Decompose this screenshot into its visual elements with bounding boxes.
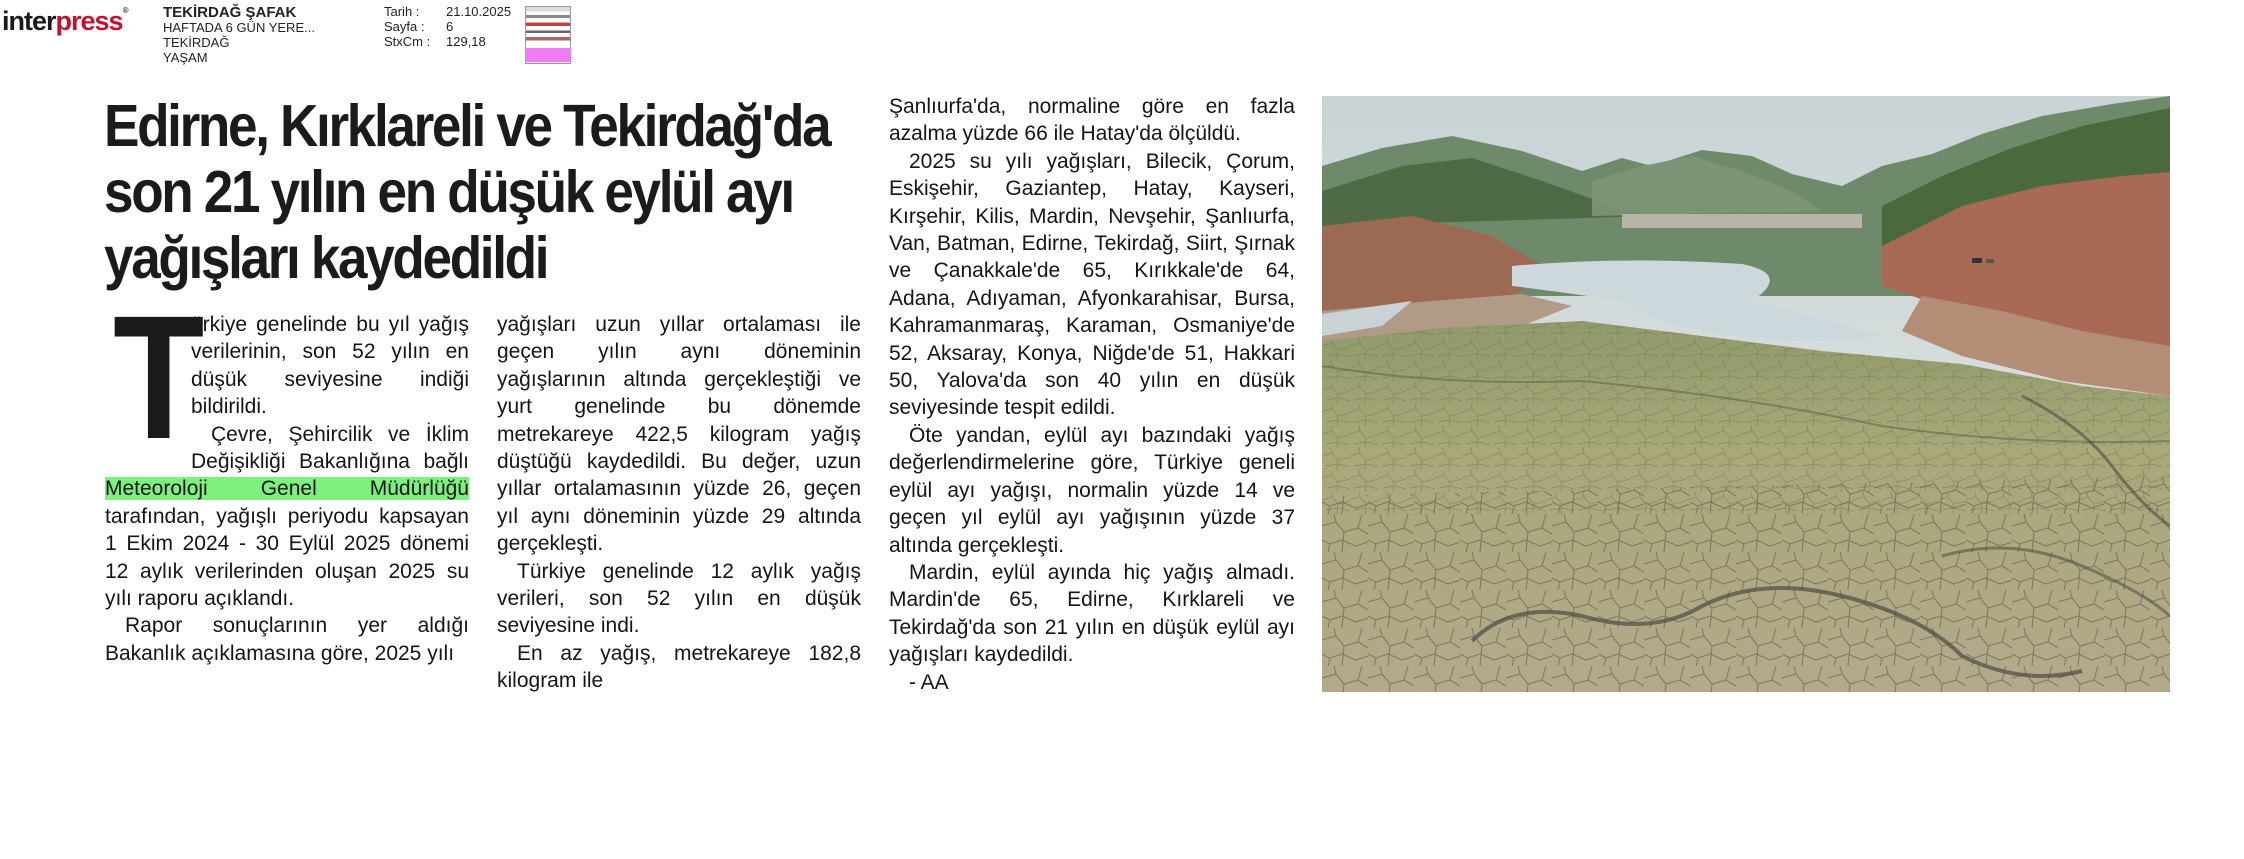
headline-line-2: son 21 yılın en düşük eylül ayı [104, 159, 793, 225]
publication-frequency: HAFTADA 6 GÜN YERE... [163, 20, 315, 35]
size-label: StxCm : [384, 34, 431, 49]
date-label: Tarih : [384, 4, 420, 19]
paragraph-4: Türkiye genelinde 12 aylık yağış verileri, son 52 yılın en düşük seviyesine indi. [497, 559, 861, 638]
publication-name: TEKİRDAĞ ŞAFAK [163, 4, 297, 21]
paragraph-8: Mardin, eylül ayında hiç yağış almadı. Mardin'de 65, Edirne, Kırklareli ve Tekirdağ'da son 21 yılın en düşük eylül ayı yağışları kaydedildi. [889, 560, 1295, 667]
paragraph-3-cont: yağışları uzun yıllar ortalaması ile geçen yılın aynı döneminin yağışlarının altında gerçekleştiği ve yurt genelinde bu dönemde metrekareye 422,5 kilogram yağış düştüğü kaydedildi. Bu değer, uzun yıllar ortalamasının yüzde 26, geçen yıl aynı döneminin yüzde 29 altında gerçekleşti. [497, 313, 861, 556]
highlighted-text: Meteoroloji Genel Müdürlüğü [105, 477, 469, 501]
paragraph-3-start: Rapor sonuçlarının yer aldığı Bakanlık açıklamasına göre, 2025 yılı [105, 614, 469, 665]
thumbnail-position-marker [525, 48, 571, 62]
paragraph-7: Öte yandan, eylül ayı bazındaki yağış değerlendirmelerine göre, Türkiye geneli eylül ayı yağışı, normalin yüzde 14 ve geçen yıl eylül ayı yağışının yüzde 37 altında gerçekleşti. [889, 423, 1295, 557]
paragraph-6: 2025 su yılı yağışları, Bilecik, Çorum, Eskişehir, Gaziantep, Hatay, Kayseri, Kırşehir, Kilis, Mardin, Nevşehir, Şanlıurfa, Van, Batman, Edirne, Tekirdağ, Siirt, Şırnak ve Çanakkale'de 65, Kırıkkale'de 64, Adana, Adıyaman, Afyonkarahisar, Bursa, Kahramanmaraş, Karaman, Osmaniye'de 52, Aksaray, Konya, Niğde'de 51, Hakkari 50, Yalova'da son 40 yılın en düşük seviyesinde tespit edildi. [889, 149, 1295, 420]
article-column-1 [105, 280, 469, 667]
article-column-2 [497, 311, 861, 695]
article-photo-dried-reservoir [1322, 96, 2170, 692]
paragraph-5-cont: Şanlıurfa'da, normaline göre en fazla azalma yüzde 66 ile Hatay'da ölçüldü. [889, 95, 1295, 146]
interpress-logo: interpress® [2, 6, 128, 36]
article-headline [104, 93, 830, 291]
page-label: Sayfa : [384, 19, 425, 34]
paragraph-9-credit: - AA [909, 670, 949, 694]
paragraph-5-start: En az yağış, metrekareye 182,8 kilogram ile [497, 641, 861, 693]
page-value: 6 [446, 19, 454, 34]
article-column-3 [889, 93, 1295, 696]
headline-line-1: Edirne, Kırklareli ve Tekirdağ'da [104, 93, 830, 159]
drop-cap: T [113, 280, 205, 476]
publication-city: TEKİRDAĞ [163, 35, 230, 50]
publication-info [163, 5, 315, 65]
clipping-meta [384, 4, 511, 49]
paragraph-2: Çevre, Şehircilik ve İklim Değişikliği Bakanlığına bağlı Meteoroloji Genel Müdürlüğü tarafından, yağışlı periyodu kapsayan 1 Ekim 2024 - 30 Eylül 2025 dönemi 12 aylık verilerinden oluşan 2025 su yılı raporu açıklandı. [105, 422, 469, 611]
date-value: 21.10.2025 [446, 4, 512, 19]
size-value: 129,18 [446, 34, 486, 49]
headline-line-3: yağışları kaydedildi [104, 225, 548, 291]
paragraph-1: ürkiye genelinde bu yıl yağış verilerinin, son 52 yılın en düşük seviyesine indiği bildirildi. [191, 313, 469, 419]
publication-section: YAŞAM [163, 50, 208, 65]
